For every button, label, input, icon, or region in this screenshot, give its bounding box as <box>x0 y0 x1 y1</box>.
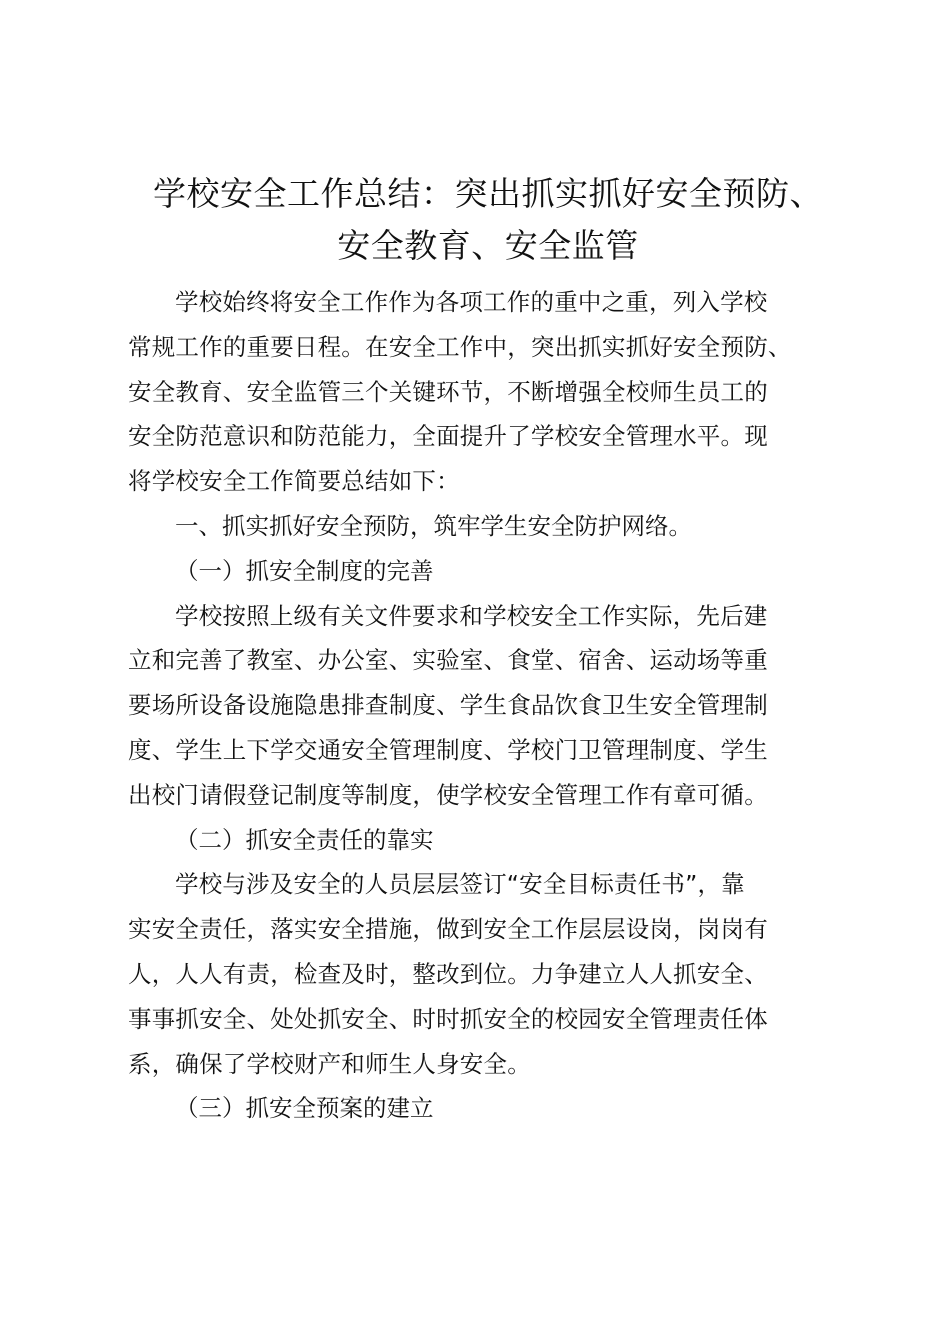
intro-line-3: 安全教育、安全监管三个关键环节，不断增强全校师生员工的 <box>128 377 768 406</box>
title-line-2: 安全教育、安全监管 <box>337 226 639 265</box>
subsection-heading-1: （一）抓安全制度的完善 <box>175 556 434 585</box>
sub2-line-4: 事事抓安全、处处抓安全、时时抓安全的校园安全管理责任体 <box>128 1004 768 1033</box>
sub1-line-5: 出校门请假登记制度等制度，使学校安全管理工作有章可循。 <box>128 780 768 809</box>
intro-line-1: 学校始终将安全工作作为各项工作的重中之重，列入学校 <box>175 288 768 316</box>
sub1-line-1: 学校按照上级有关文件要求和学校安全工作实际，先后建 <box>175 601 768 630</box>
document-body <box>128 280 848 1131</box>
sub1-line-2: 立和完善了教室、办公室、实验室、食堂、宿舍、运动场等重 <box>128 646 768 675</box>
intro-line-2: 常规工作的重要日程。在安全工作中，突出抓实抓好安全预防、 <box>128 332 792 361</box>
sub2-line-3: 人，人人有责，检查及时，整改到位。力争建立人人抓安全、 <box>128 959 768 988</box>
title-line-1: 学校安全工作总结：突出抓实抓好安全预防、 <box>153 174 823 213</box>
subsection-heading-2: （二）抓安全责任的靠实 <box>175 825 434 854</box>
sub2-line-5: 系，确保了学校财产和师生人身安全。 <box>128 1049 531 1078</box>
subsection-heading-3: （三）抓安全预案的建立 <box>175 1094 434 1123</box>
document-page <box>128 168 848 1131</box>
intro-line-5: 将学校安全工作简要总结如下： <box>128 467 460 496</box>
intro-line-4: 安全防范意识和防范能力，全面提升了学校安全管理水平。现 <box>128 422 768 451</box>
document-title <box>128 168 848 272</box>
subsection-2-paragraph <box>128 862 848 1086</box>
sub2-line-2: 实安全责任，落实安全措施，做到安全工作层层设岗，岗岗有 <box>128 915 768 944</box>
sub2-line-1: 学校与涉及安全的人员层层签订“安全目标责任书”，靠 <box>175 870 745 899</box>
sub1-line-4: 度、学生上下学交通安全管理制度、学校门卫管理制度、学生 <box>128 735 768 764</box>
subsection-1-paragraph <box>128 594 848 818</box>
section-heading-1: 一、抓实抓好安全预防，筑牢学生安全防护网络。 <box>175 511 692 540</box>
intro-paragraph <box>128 280 848 504</box>
sub1-line-3: 要场所设备设施隐患排查制度、学生食品饮食卫生安全管理制 <box>128 691 768 720</box>
